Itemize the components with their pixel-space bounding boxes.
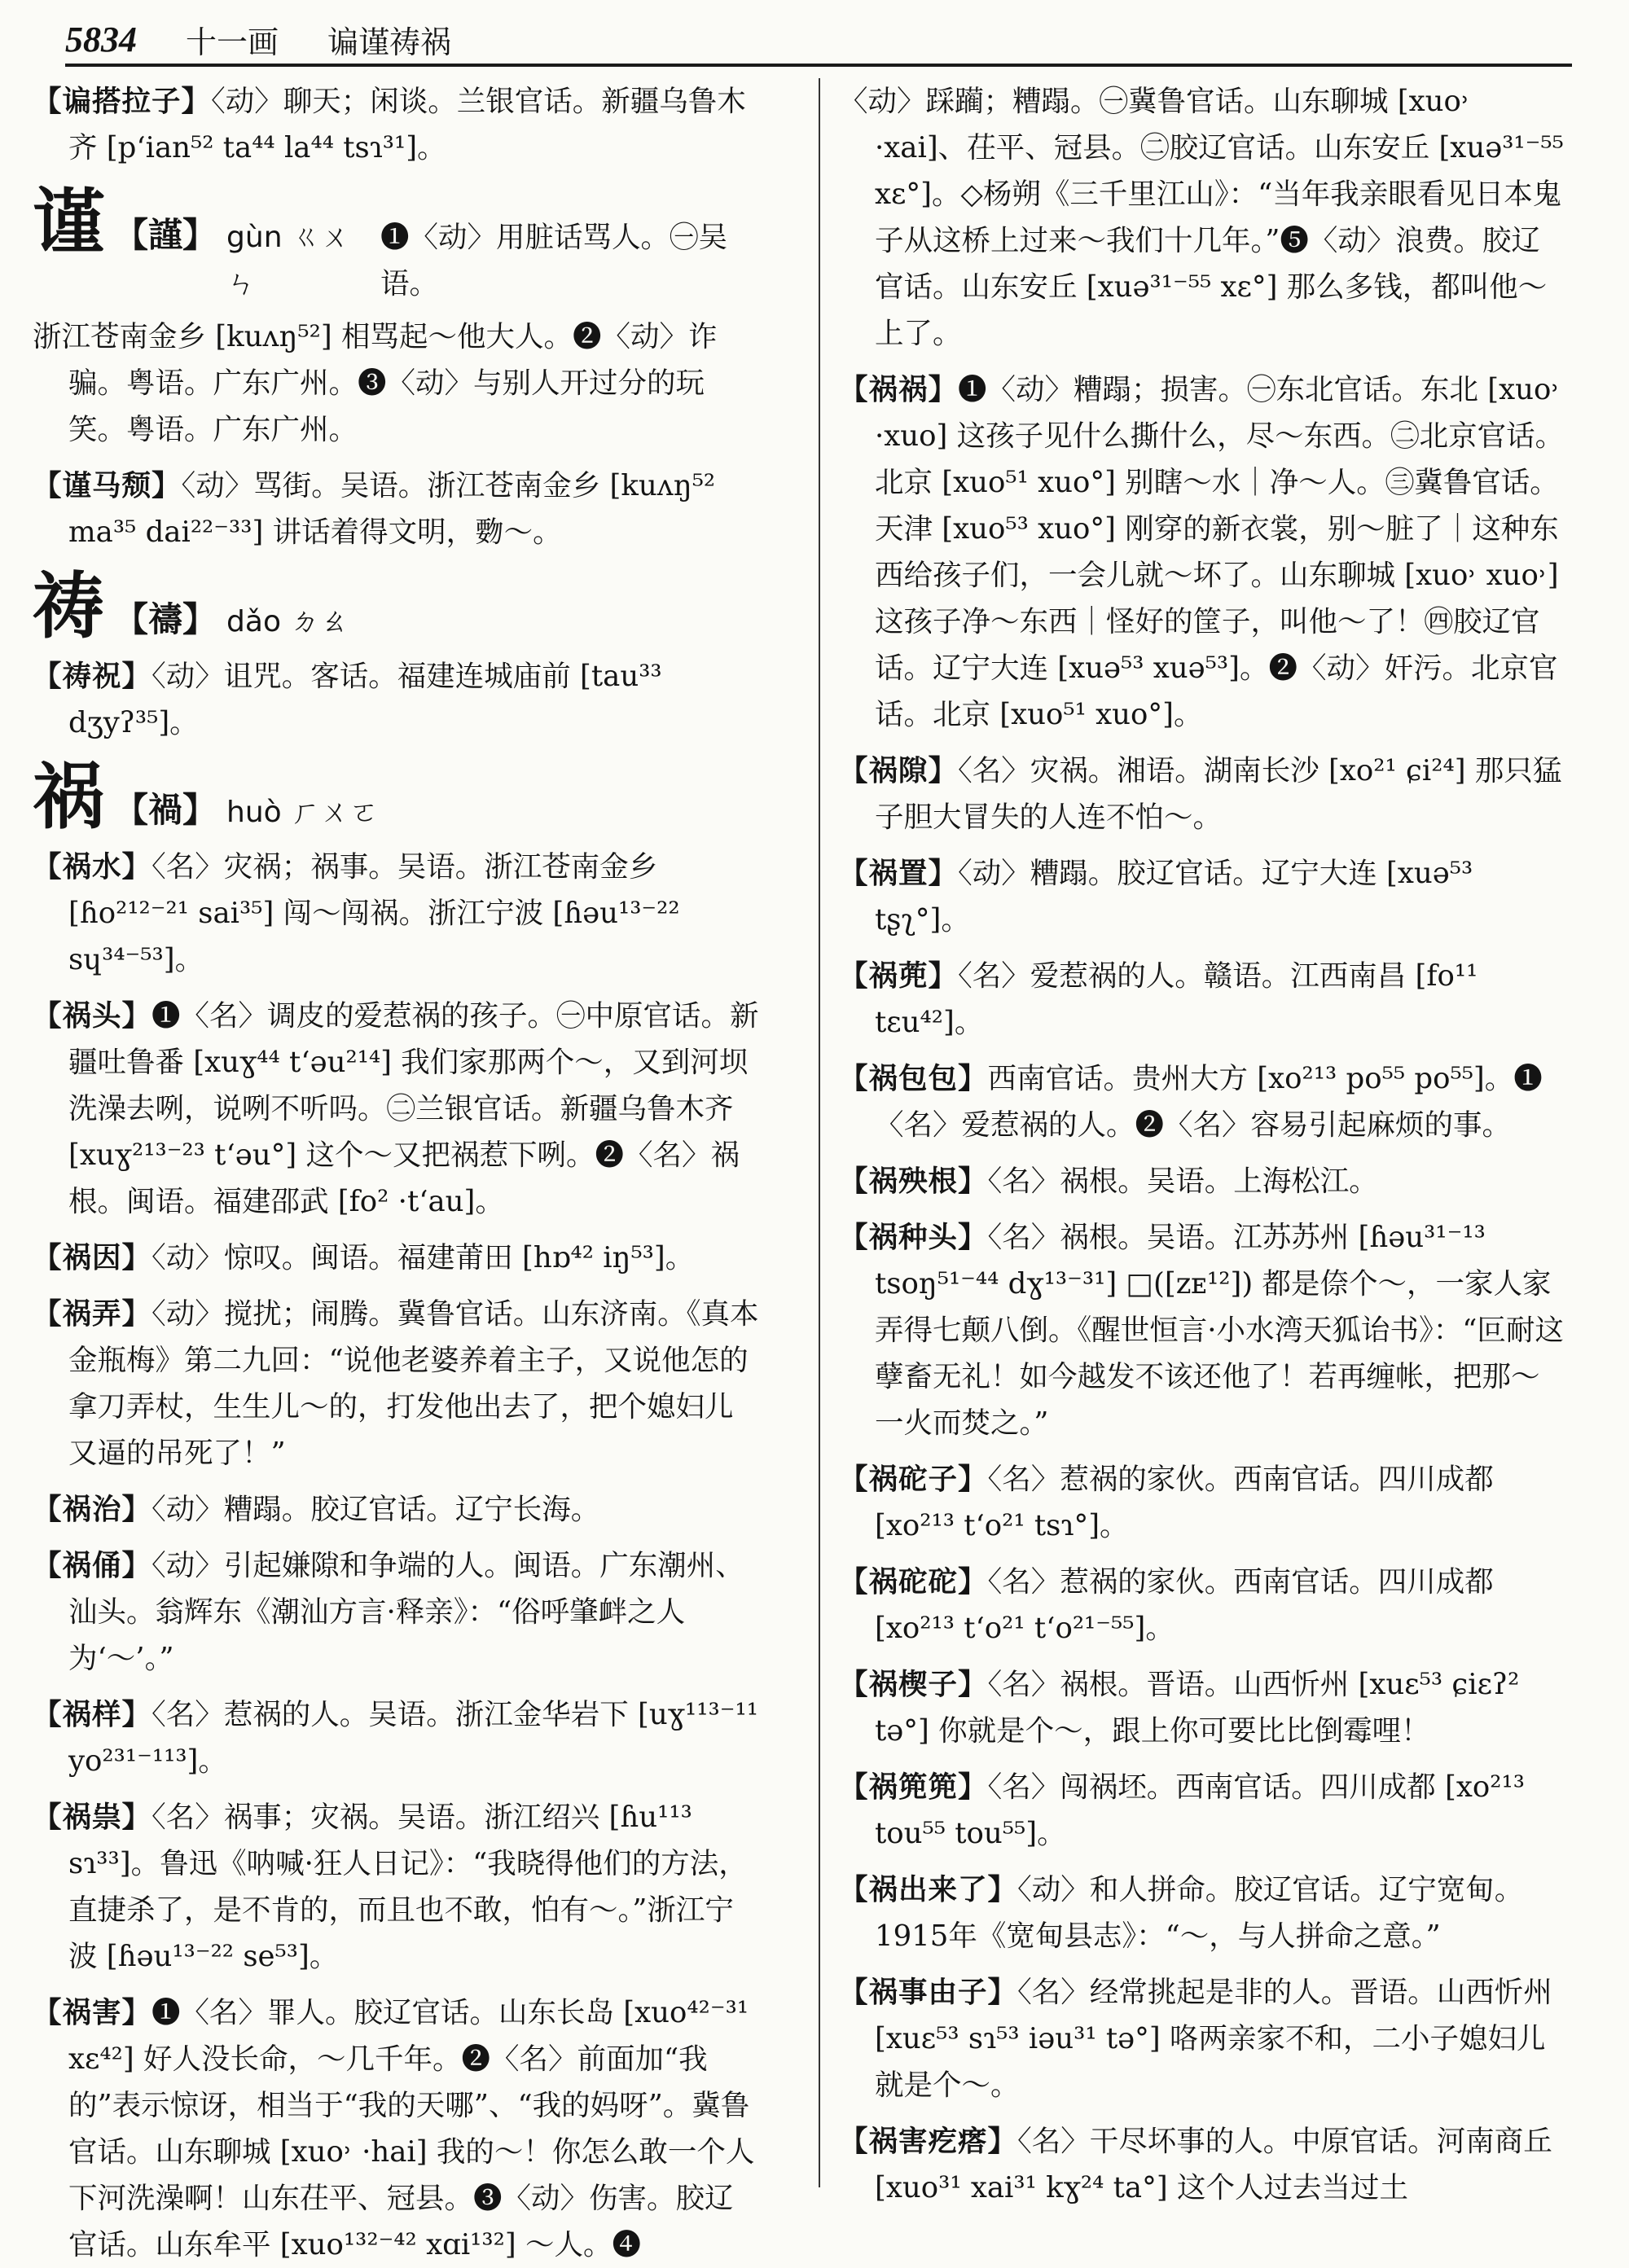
entry-headword: 【祸俑】 <box>33 1549 152 1582</box>
entry-headword: 【祸砣砣】 <box>839 1565 988 1599</box>
dictionary-entry <box>33 1691 762 1784</box>
dictionary-entry <box>839 1055 1568 1148</box>
dictionary-entry <box>33 1989 762 2268</box>
entry-headword: 【祸殃根】 <box>839 1165 988 1198</box>
dictionary-entry <box>839 1764 1568 1857</box>
dictionary-entry <box>33 844 762 983</box>
dictionary-entry <box>839 1867 1568 1959</box>
dictionary-entry <box>839 366 1568 738</box>
entry-headword: 【祸害】 <box>33 1996 152 2029</box>
entry-headword: 【祸楔子】 <box>839 1668 988 1701</box>
left-column <box>33 78 762 2261</box>
entry-definition: 〈动〉搅扰；闹腾。冀鲁官话。山东济南。《真本金瓶梅》第二九回：“说他老婆养着主子，又说他怎的拿刀弄杖，生生儿～的，打发他出去了，把个媳妇儿又逼的吊死了！” <box>68 1297 759 1470</box>
entry-headword: 【祸种头】 <box>839 1221 988 1254</box>
entry-headword: 【祸出来了】 <box>839 1873 1018 1906</box>
dictionary-entry <box>839 748 1568 840</box>
character-heading <box>33 565 762 647</box>
entry-definition: 〈名〉经常挑起是非的人。晋语。山西忻州 [xuɛ⁵³ sɿ⁵³ iəu³¹ tə°] 咯两亲家不和，二小子媳妇儿就是个～。 <box>875 1976 1552 2102</box>
entry-definition: 〈名〉灾祸。湘语。湖南长沙 [xo²¹ ɕi²⁴] 那只猛子胆大冒失的人连不怕～。 <box>875 754 1562 834</box>
dictionary-entry <box>839 1661 1568 1754</box>
entry-definition: 〈名〉灾祸；祸事。吴语。浙江苍南金乡 [ɦo²¹²⁻²¹ sai³⁵] 闯～闯祸。浙江宁波 [ɦəu¹³⁻²² sɥ³⁴⁻⁵³]。 <box>68 850 680 976</box>
dictionary-entry <box>33 78 762 171</box>
dictionary-entry <box>839 1214 1568 1446</box>
entry-headword: 【祸水】 <box>33 850 152 884</box>
entry-definition: 〈动〉惊叹。闽语。福建莆田 [hɒ⁴² iŋ⁵³]。 <box>151 1241 695 1274</box>
dictionary-entry <box>33 1794 762 1980</box>
dictionary-entry <box>839 1456 1568 1549</box>
entry-definition: 〈动〉聊天；闲谈。兰银官话。新疆乌鲁木齐 [pʻian⁵² ta⁴⁴ la⁴⁴ tsɿ³¹]。 <box>68 85 746 165</box>
entry-definition: 〈名〉惹祸的家伙。西南官话。四川成都 [xo²¹³ tʻo²¹ tʻo²¹⁻⁵⁵]。 <box>875 1565 1494 1645</box>
heading-trad: 【禱】 <box>114 599 217 639</box>
entry-headword: 【祸事由子】 <box>839 1976 1018 2009</box>
entry-headword: 【祸隙】 <box>839 754 959 787</box>
dictionary-entry <box>33 314 762 453</box>
entry-definition: 〈动〉诅咒。客话。福建连城庙前 [tau³³ dʒyʔ³⁵]。 <box>68 660 662 739</box>
entry-headword: 【祸因】 <box>33 1241 152 1274</box>
entry-headword: 【祸祸】 <box>839 373 959 406</box>
header-chars: 谝谨祷祸 <box>327 24 452 60</box>
entry-headword: 【祸样】 <box>33 1698 152 1731</box>
dictionary-entry <box>839 953 1568 1046</box>
heading-ch: 祸 <box>33 754 105 839</box>
dictionary-entry <box>839 1158 1568 1204</box>
entry-definition: 〈动〉踩躏；糟蹋。㊀冀鲁官话。山东聊城 [xuo˒ ·xai]、茌平、冠县。㊁胶辽官话。山东安丘 [xuə³¹⁻⁵⁵ xɛ°]。◇杨朔《三千里江山》：“当年我亲眼看见日本鬼子从这桥上过来～我们十几年。”❺〈动〉浪费。胶辽官话。山东安丘 [xuə³¹⁻⁵⁵ xɛ°] 那么多钱，都叫他～上了。 <box>839 85 1564 350</box>
dictionary-entry <box>839 1559 1568 1652</box>
entry-headword: 【祸砣子】 <box>839 1463 988 1496</box>
entry-definition: ❶〈名〉罪人。胶辽官话。山东长岛 [xuo⁴²⁻³¹ xɛ⁴²] 好人没长命，～几千年。❷〈名〉前面加“我的”表示惊讶，相当于“我的天哪”、“我的妈呀”。冀鲁官话。山东聊城 [xuo˒ ·hai] 我的～！你怎么敢一个人下河洗澡啊！山东茌平、冠县。❸〈动〉伤害。胶辽官话。山东牟平 [xuo¹³²⁻⁴² xɑi¹³²] ～人。❹ <box>68 1996 755 2261</box>
character-heading <box>33 181 762 307</box>
entry-definition: 〈动〉引起嫌隙和争端的人。闽语。广东潮州、汕头。翁辉东《潮汕方言·释亲》：“俗呼肇衅之人为‘～’。” <box>68 1549 744 1675</box>
entry-headword: 【祸头】 <box>33 999 152 1033</box>
dictionary-entry <box>33 463 762 555</box>
entry-headword: 【祸弄】 <box>33 1297 152 1331</box>
dictionary-entry <box>839 2118 1568 2211</box>
entry-definition: ❶〈动〉糟蹋；损害。㊀东北官话。东北 [xuo˒ ·xuo] 这孩子见什么撕什么，尽～东西。㊁北京官话。北京 [xuo⁵¹ xuo°] 别瞎～水｜净～人。㊂冀鲁官话。天津 [xuo⁵³ xuo°] 刚穿的新衣裳，别～脏了｜这种东西给孩子们，一会儿就～坏了。山东聊城 [xuo˒ xuo˒] 这孩子净～东西｜怪好的筐子，叫他～了！㊃胶辽官话。辽宁大连 [xuə⁵³ xuə⁵³]。❷〈动〉奸污。北京官话。北京 [xuo⁵¹ xuo°]。 <box>875 373 1565 731</box>
dictionary-entry <box>33 1291 762 1476</box>
entry-definition: 浙江苍南金乡 [kuʌŋ⁵²] 相骂起～他大人。❷〈动〉诈骗。粤语。广东广州。❸〈动〉与别人开过分的玩笑。粤语。广东广州。 <box>33 320 718 446</box>
entry-headword: 【祸置】 <box>839 857 959 890</box>
dictionary-entry <box>839 78 1568 357</box>
heading-ch: 祷 <box>33 564 105 648</box>
heading-py: huò ㄏㄨㄛ <box>226 796 380 829</box>
character-heading <box>33 756 762 837</box>
entry-definition: 〈动〉骂街。吴语。浙江苍南金乡 [kuʌŋ⁵² ma³⁵ dai²²⁻³³] 讲话着得文明，覅～。 <box>68 469 716 549</box>
entry-headword: 【祸祟】 <box>33 1801 152 1834</box>
heading-rest: ❶〈动〉用脏话骂人。㊀吴语。 <box>380 221 728 300</box>
entry-definition: 〈名〉祸根。晋语。山西忻州 [xuɛ⁵³ ɕiɛʔ² tə°] 你就是个～，跟上你可要比比倒霉哩！ <box>875 1668 1520 1748</box>
dictionary-entry <box>33 653 762 746</box>
entry-headword: 【谨马颓】 <box>33 469 182 502</box>
heading-py: dǎo ㄉㄠ <box>226 605 349 638</box>
column-divider <box>819 78 820 2187</box>
entry-definition: 〈动〉糟蹋。胶辽官话。辽宁长海。 <box>151 1493 600 1526</box>
heading-trad: 【謹】 <box>114 215 217 255</box>
section-label: 十一画 <box>186 24 279 60</box>
dictionary-entry <box>33 1235 762 1281</box>
dictionary-entry <box>839 850 1568 943</box>
entry-definition: 〈名〉惹祸的家伙。西南官话。四川成都 [xo²¹³ tʻo²¹ tsɿ°]。 <box>875 1463 1494 1542</box>
entry-headword: 【谝搭拉子】 <box>33 85 212 118</box>
entry-definition: 〈名〉干尽坏事的人。中原官话。河南商丘 [xuo³¹ xai³¹ kɣ²⁴ ta°] 这个人过去当过土 <box>875 2125 1552 2204</box>
entry-definition: ❶〈名〉调皮的爱惹祸的孩子。㊀中原官话。新疆吐鲁番 [xuɣ⁴⁴ tʻəu²¹⁴] 我们家那两个～，又到河坝洗澡去咧，说咧不听吗。㊁兰银官话。新疆乌鲁木齐 [xuɣ²¹³⁻²³ tʻəu°] 这个～又把祸惹下咧。❷〈名〉祸根。闽语。福建邵武 [fo² ·tʻau]。 <box>68 999 759 1218</box>
dictionary-entry <box>33 993 762 1225</box>
entry-definition: 〈动〉和人拼命。胶辽官话。辽宁宽甸。1915年《宽甸县志》：“～，与人拼命之意。” <box>875 1873 1524 1953</box>
entry-headword: 【祸害疙瘩】 <box>839 2125 1018 2158</box>
right-column <box>839 78 1568 2204</box>
entry-headword: 【祸包包】 <box>839 1062 988 1095</box>
entry-definition: 西南官话。贵州大方 [xo²¹³ po⁵⁵ po⁵⁵]。❶〈名〉爱惹祸的人。❷〈名〉容易引起麻烦的事。 <box>875 1062 1543 1142</box>
entry-definition: 〈动〉糟蹋。胶辽官话。辽宁大连 [xuə⁵³ tʂʅ°]。 <box>875 857 1473 937</box>
entry-definition: 〈名〉闯祸坯。西南官话。四川成都 [xo²¹³ tou⁵⁵ tou⁵⁵]。 <box>875 1770 1525 1850</box>
entry-definition: 〈名〉祸事；灾祸。吴语。浙江绍兴 [ɦu¹¹³ sɿ³³]。鲁迅《呐喊·狂人日记》：“我晓得他们的方法，直捷杀了，是不肯的，而且也不敢，怕有～。”浙江宁波 [ɦəu¹³⁻²² se⁵³]。 <box>68 1801 748 1973</box>
dictionary-entry <box>839 1969 1568 2108</box>
dictionary-entry <box>33 1486 762 1533</box>
page-header <box>65 15 1572 67</box>
dictionary-entry <box>33 1542 762 1682</box>
entry-definition: 〈名〉爱惹祸的人。赣语。江西南昌 [fo¹¹ tɛu⁴²]。 <box>875 959 1478 1039</box>
entry-headword: 【祸蔸】 <box>839 959 959 993</box>
entry-definition: 〈名〉惹祸的人。吴语。浙江金华岩下 [uɣ¹¹³⁻¹¹ yo²³¹⁻¹¹³]。 <box>68 1698 758 1778</box>
entry-definition: 〈名〉祸根。吴语。上海松江。 <box>987 1165 1378 1198</box>
heading-ch: 谨 <box>33 179 105 264</box>
entry-headword: 【祸治】 <box>33 1493 152 1526</box>
entry-definition: 〈名〉祸根。吴语。江苏苏州 [ɦəu³¹⁻¹³ tsoŋ⁵¹⁻⁴⁴ dɣ¹³⁻³¹] □([zᴇ¹²]) 都是倷个～，一家人家弄得七颠八倒。《醒世恒言·小水湾天狐诒书》：“叵耐这孽畜无礼！如今越发不该还他了！若再缠帐，把那～一火而焚之。” <box>875 1221 1564 1440</box>
page-number: 5834 <box>65 19 137 59</box>
heading-trad: 【禍】 <box>114 790 217 830</box>
entry-headword: 【祷祝】 <box>33 660 152 693</box>
entry-headword: 【祸篼篼】 <box>839 1770 988 1804</box>
heading-py: gùn ㄍㄨㄣ <box>226 221 350 300</box>
